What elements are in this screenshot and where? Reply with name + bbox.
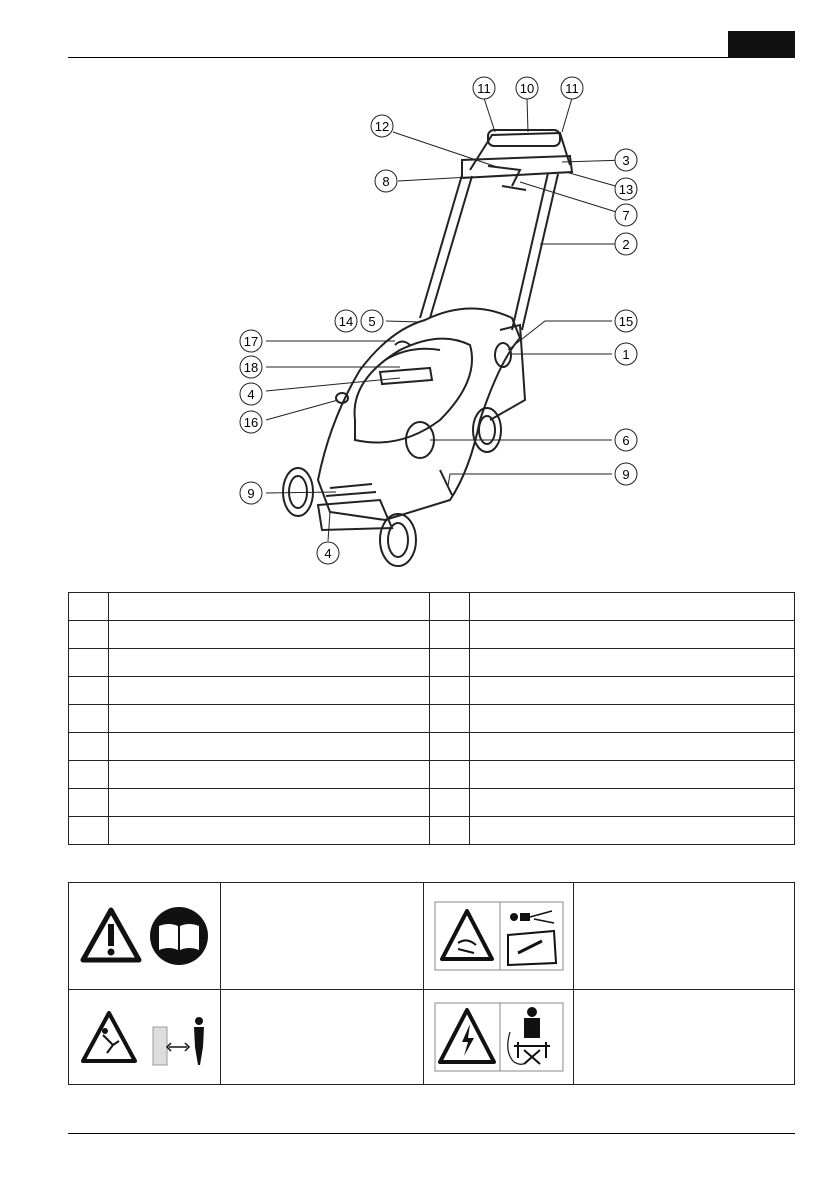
part-name-cell (109, 593, 430, 621)
part-number-cell (430, 621, 470, 649)
callout-13 (615, 178, 637, 200)
callout-5 (361, 310, 383, 332)
svg-text:5: 5 (368, 314, 376, 329)
part-number-cell (69, 649, 109, 677)
parts-table (68, 592, 795, 845)
callout-11-left (473, 77, 495, 99)
svg-text:9: 9 (622, 467, 630, 482)
svg-text:12: 12 (374, 119, 390, 134)
svg-text:4: 4 (247, 387, 255, 402)
warning-electric-shock-cable-icon (434, 1002, 564, 1072)
callout-8 (375, 170, 397, 192)
parts-row (69, 789, 795, 817)
svg-text:7: 7 (622, 208, 630, 223)
part-name-cell (109, 705, 430, 733)
part-number-cell (69, 761, 109, 789)
callout-4-upper (240, 383, 262, 405)
callout-16 (240, 411, 262, 433)
svg-text:3: 3 (622, 153, 630, 168)
part-name-cell (470, 705, 795, 733)
part-name-cell (470, 649, 795, 677)
callout-10 (516, 77, 538, 99)
part-number-cell (430, 733, 470, 761)
parts-row (69, 705, 795, 733)
svg-text:2: 2 (622, 237, 630, 252)
svg-text:10: 10 (519, 81, 535, 96)
svg-text:6: 6 (622, 433, 630, 448)
part-number-cell (430, 817, 470, 845)
part-number-cell (430, 705, 470, 733)
part-name-cell (470, 789, 795, 817)
callout-12 (371, 115, 393, 137)
part-number-cell (69, 705, 109, 733)
svg-text:18: 18 (243, 360, 259, 375)
symbol-cell-bystanders (69, 990, 221, 1085)
mower-diagram (0, 0, 839, 580)
part-number-cell (430, 761, 470, 789)
callout-18 (240, 356, 262, 378)
symbol-cell-unplug (424, 883, 574, 990)
parts-row (69, 817, 795, 845)
parts-row (69, 733, 795, 761)
part-number-cell (69, 593, 109, 621)
parts-row (69, 649, 795, 677)
part-number-cell (69, 817, 109, 845)
part-name-cell (470, 621, 795, 649)
warning-unplug-before-maintenance-icon (434, 901, 564, 971)
callout-9-right (615, 463, 637, 485)
part-name-cell (470, 733, 795, 761)
part-number-cell (69, 733, 109, 761)
svg-text:4: 4 (324, 546, 332, 561)
part-number-cell (69, 621, 109, 649)
parts-row (69, 677, 795, 705)
part-name-cell (109, 621, 430, 649)
symbol-cell-electric (424, 990, 574, 1085)
svg-text:17: 17 (243, 334, 259, 349)
callout-11-right (561, 77, 583, 99)
callout-1 (615, 343, 637, 365)
svg-text:1: 1 (622, 347, 630, 362)
parts-row (69, 593, 795, 621)
parts-row (69, 621, 795, 649)
symbol-text-electric (574, 990, 795, 1085)
svg-text:11: 11 (565, 81, 579, 96)
callout-15 (615, 310, 637, 332)
warning-keep-bystanders-away-icon (79, 1005, 211, 1069)
callout-7 (615, 204, 637, 226)
symbol-text-bystanders (221, 990, 424, 1085)
footer-rule (68, 1133, 795, 1134)
callout-6 (615, 429, 637, 451)
part-number-cell (430, 789, 470, 817)
callout-3 (615, 149, 637, 171)
parts-row (69, 761, 795, 789)
part-number-cell (69, 677, 109, 705)
part-number-cell (430, 593, 470, 621)
part-name-cell (470, 677, 795, 705)
part-name-cell (109, 677, 430, 705)
callout-9-left (240, 482, 262, 504)
callout-17 (240, 330, 262, 352)
part-number-cell (430, 649, 470, 677)
svg-text:14: 14 (338, 314, 354, 329)
callout-14 (335, 310, 357, 332)
part-name-cell (470, 761, 795, 789)
part-name-cell (109, 761, 430, 789)
part-name-cell (109, 649, 430, 677)
svg-text:13: 13 (618, 182, 634, 197)
part-number-cell (69, 789, 109, 817)
part-name-cell (470, 817, 795, 845)
part-name-cell (109, 817, 430, 845)
svg-text:15: 15 (618, 314, 634, 329)
svg-text:11: 11 (477, 81, 491, 96)
part-name-cell (109, 733, 430, 761)
part-name-cell (470, 593, 795, 621)
svg-text:16: 16 (243, 415, 259, 430)
svg-text:8: 8 (382, 174, 390, 189)
warning-read-manual-icon (79, 904, 211, 968)
part-name-cell (109, 789, 430, 817)
symbol-text-unplug (574, 883, 795, 990)
safety-symbols-table (68, 882, 795, 1085)
part-number-cell (430, 677, 470, 705)
symbol-cell-read-manual (69, 883, 221, 990)
symbol-text-read-manual (221, 883, 424, 990)
callout-4-lower (317, 542, 339, 564)
svg-text:9: 9 (247, 486, 255, 501)
callout-2 (615, 233, 637, 255)
